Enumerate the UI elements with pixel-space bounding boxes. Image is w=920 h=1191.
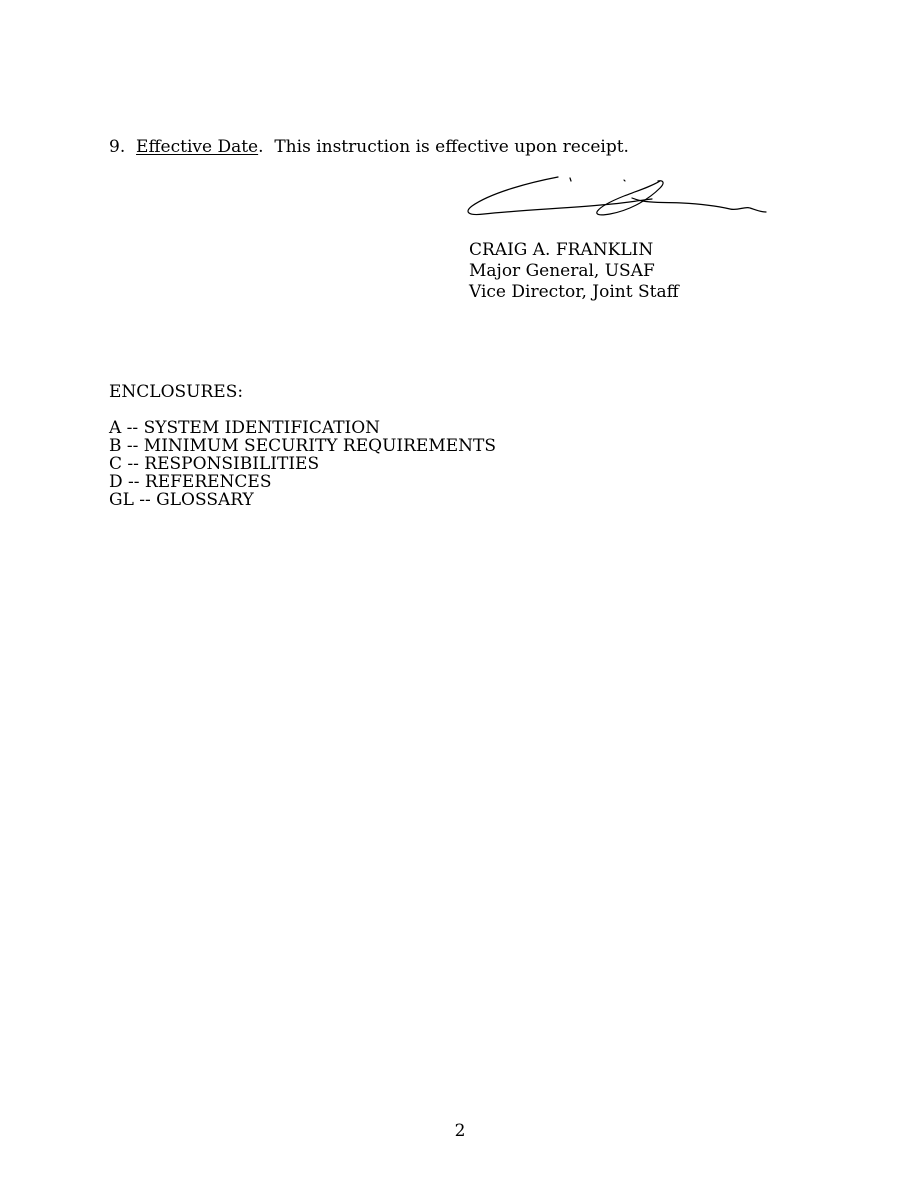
signature-block	[469, 240, 679, 303]
signer-name: CRAIG A. FRANKLIN	[469, 240, 654, 260]
enclosure-item: D -- REFERENCES	[109, 472, 272, 492]
enclosure-item: C -- RESPONSIBILITIES	[109, 454, 320, 474]
paragraph-heading-suffix: .	[258, 137, 264, 157]
handwritten-signature	[462, 172, 772, 222]
enclosure-item: B -- MINIMUM SECURITY REQUIREMENTS	[109, 436, 496, 456]
effective-date-paragraph	[109, 136, 629, 158]
signer-title: Vice Director, Joint Staff	[469, 282, 679, 302]
paragraph-number: 9.	[109, 137, 126, 157]
page-number: 2	[454, 1121, 466, 1141]
paragraph-text: This instruction is effective upon receipt.	[274, 137, 629, 157]
enclosure-item: GL -- GLOSSARY	[109, 490, 254, 510]
paragraph-heading: Effective Date	[136, 137, 259, 157]
enclosure-item: A -- SYSTEM IDENTIFICATION	[109, 418, 381, 438]
enclosures-list	[109, 419, 496, 509]
enclosures-heading: ENCLOSURES:	[109, 382, 244, 402]
signer-rank: Major General, USAF	[469, 261, 655, 281]
